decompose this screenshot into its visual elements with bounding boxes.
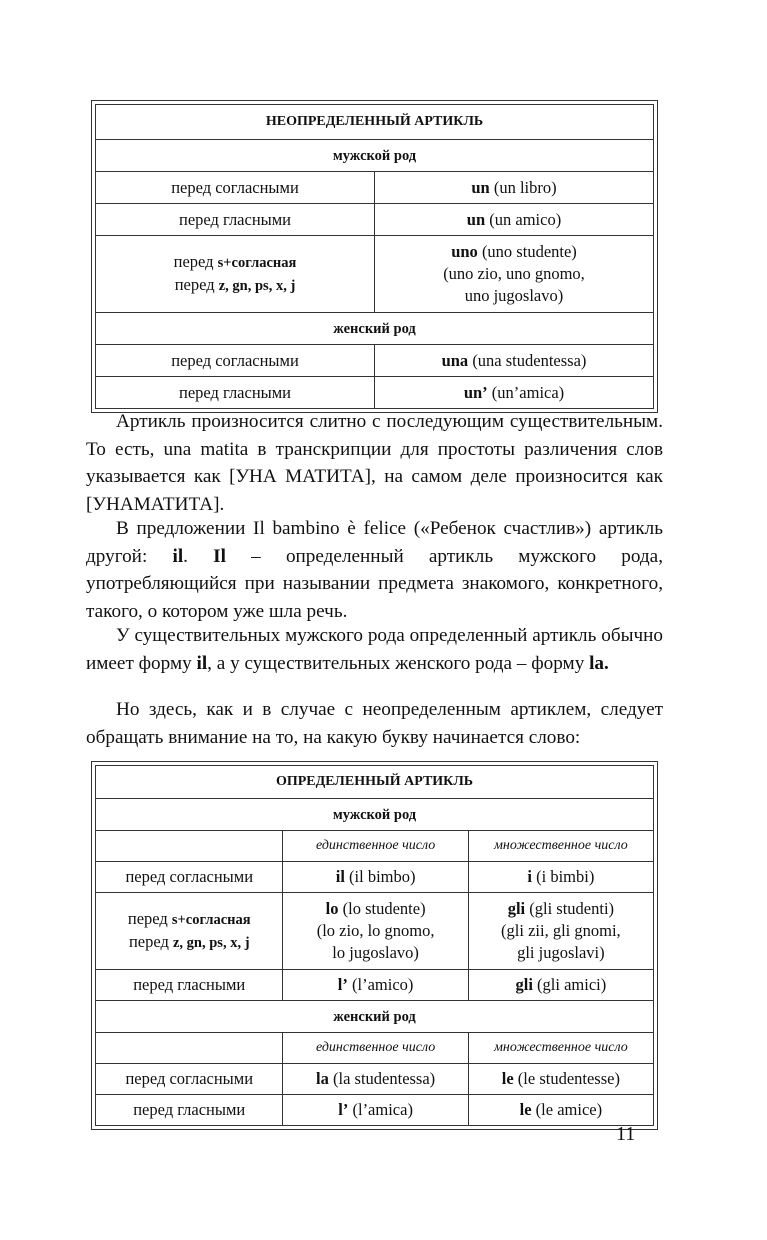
table-row — [96, 204, 654, 236]
singular-header: единственное число — [283, 1033, 468, 1064]
plural-cell: i (i bimbi) — [468, 862, 653, 893]
condition-cell: перед согласными — [96, 345, 375, 377]
singular-cell: l’ (l’amico) — [283, 970, 468, 1001]
plural-cell: le (le amice) — [468, 1095, 653, 1126]
plural-header: множественное число — [468, 1033, 653, 1064]
masculine-header: мужской род — [96, 140, 654, 172]
table-title: НЕОПРЕДЕЛЕННЫЙ АРТИКЛЬ — [96, 105, 654, 140]
table-row — [96, 172, 654, 204]
table-row — [96, 345, 654, 377]
condition-cell: перед согласными — [96, 862, 283, 893]
article-cell: uno (uno studente) (uno zio, uno gnomo, uno jugoslavo) — [375, 236, 654, 313]
definite-article-table — [91, 761, 658, 1130]
condition-cell: перед гласными — [96, 204, 375, 236]
table-row — [96, 377, 654, 409]
singular-cell: lo (lo studente) (lo zio, lo gnomo, lo jugoslavo) — [283, 893, 468, 970]
plural-header: множественное число — [468, 831, 653, 862]
paragraph-forms: У существительных мужского рода определенный артикль обычно имеет форму il, а у существительных женского рода – форму la. — [86, 625, 663, 674]
table-title: ОПРЕДЕЛЕННЫЙ АРТИКЛЬ — [96, 766, 654, 799]
singular-cell: il (il bimbo) — [283, 862, 468, 893]
masculine-header: мужской род — [96, 799, 654, 831]
plural-cell: le (le studentesse) — [468, 1064, 653, 1095]
page-number: 11 — [616, 1123, 636, 1145]
table-row — [96, 1064, 654, 1095]
empty-cell — [96, 831, 283, 862]
singular-cell: l’ (l’amica) — [283, 1095, 468, 1126]
paragraph-pronunciation: Артикль произносится слитно с последующим существительным. То есть, una matita в транскрипции для простоты различения слов указывается как [УНА МАТИТА], на самом деле произносится как [УНАМАТИТА]. — [86, 411, 663, 515]
plural-cell: gli (gli studenti) (gli zii, gli gnomi, gli jugoslavi) — [468, 893, 653, 970]
column-header-row — [96, 831, 654, 862]
condition-cell: перед s+согласная перед z, gn, ps, x, j — [96, 236, 375, 313]
empty-cell — [96, 1033, 283, 1064]
article-cell: un (un amico) — [375, 204, 654, 236]
plural-cell: gli (gli amici) — [468, 970, 653, 1001]
paragraph-definite-article: В предложении Il bambino è felice («Ребенок счастлив») артикль другой: il. Il – определенный артикль мужского рода, употребляющийся при назывании предмета знакомого, конкретного, такого, о котором уже шла речь. — [86, 518, 664, 622]
condition-cell: перед s+согласная перед z, gn, ps, x, j — [96, 893, 283, 970]
indefinite-article-table — [91, 100, 658, 413]
condition-cell: перед гласными — [96, 970, 283, 1001]
singular-header: единственное число — [283, 831, 468, 862]
column-header-row — [96, 1033, 654, 1064]
condition-cell: перед гласными — [96, 1095, 283, 1126]
feminine-header: женский род — [96, 313, 654, 345]
paragraph-intro-table: Но здесь, как и в случае с неопределенным артиклем, следует обращать внимание на то, на какую букву начинается слово: — [86, 699, 663, 748]
condition-cell: перед гласными — [96, 377, 375, 409]
article-cell: un (un libro) — [375, 172, 654, 204]
table-row — [96, 236, 654, 313]
table-row — [96, 862, 654, 893]
table-row — [96, 893, 654, 970]
article-cell: un’ (un’amica) — [375, 377, 654, 409]
table-row — [96, 1095, 654, 1126]
article-cell: una (una studentessa) — [375, 345, 654, 377]
condition-cell: перед согласными — [96, 1064, 283, 1095]
singular-cell: la (la studentessa) — [283, 1064, 468, 1095]
condition-cell: перед согласными — [96, 172, 375, 204]
feminine-header: женский род — [96, 1001, 654, 1033]
table-row — [96, 970, 654, 1001]
